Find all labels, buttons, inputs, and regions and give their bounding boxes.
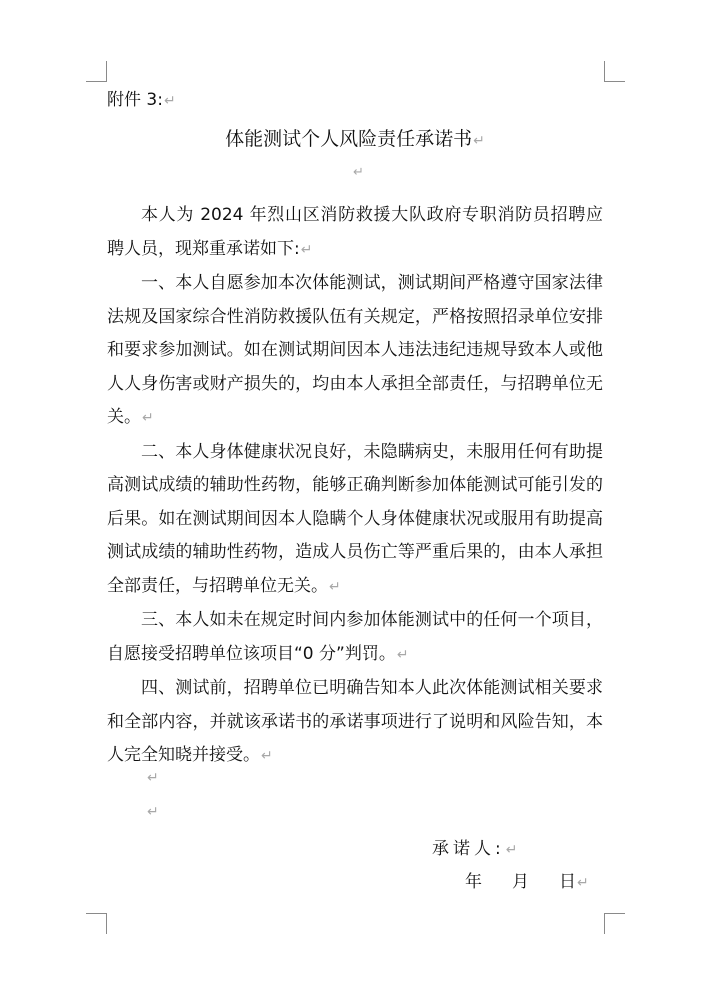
paragraph-mark: ↵ [163, 93, 176, 109]
paragraph-mark: ↵ [505, 842, 522, 858]
body-text[interactable] [107, 199, 603, 774]
margin-corner-top-right [604, 61, 625, 82]
empty-paragraph-mark: ↵ [147, 770, 159, 786]
attachment-label[interactable] [107, 88, 176, 113]
paragraph-mark: ↵ [577, 875, 589, 891]
paragraph-mark: ↵ [396, 646, 409, 663]
date-line[interactable] [465, 869, 589, 896]
paragraph-item-1[interactable]: 一、本人自愿参加本次体能测试，测试期间严格遵守国家法律法规及国家综合性消防救援队伍有关规定，严格按照招录单位安排和要求参加测试。如在测试期间因本人违法违纪违规导致本人或他人人身伤害或财产损失的，均由本人承担全部责任，与招聘单位无关。↵ [107, 273, 603, 427]
paragraph-item-2[interactable]: 二、本人身体健康状况良好，未隐瞒病史，未服用任何有助提高测试成绩的辅助性药物，能够正确判断参加体能测试可能引发的后果。如在测试期间因本人隐瞒个人身体健康状况或服用有助提高测试成绩的辅助性药物，造成人员伤亡等严重后果的，由本人承担全部责任，与招聘单位无关。↵ [107, 441, 603, 596]
signature-label[interactable] [432, 836, 521, 863]
paragraph-mark: ↵ [329, 578, 341, 595]
empty-paragraph-mark: ↵ [147, 804, 159, 820]
empty-paragraph-mark: ↵ [353, 165, 364, 180]
margin-corner-bottom-left [86, 913, 107, 934]
title-text: 体能测试个人风险责任承诺书 [225, 128, 473, 150]
paragraph-mark: ↵ [473, 133, 485, 149]
paragraph-item-3[interactable]: 三、本人如未在规定时间内参加体能测试中的任何一个项目，自愿接受招聘单位该项目“0 分”判罚。↵ [107, 610, 603, 664]
paragraph-mark: ↵ [300, 241, 313, 258]
paragraph-intro[interactable]: 本人为 2024 年烈山区消防救援大队政府专职消防员招聘应聘人员，现郑重承诺如下:↵ [107, 205, 603, 259]
date-day: 日 [559, 872, 576, 892]
paragraph-mark: ↵ [261, 748, 273, 764]
document-title[interactable] [107, 125, 603, 155]
paragraph-mark: ↵ [142, 410, 154, 426]
attachment-text: 附件 3: [107, 90, 163, 110]
date-month: 月 [512, 872, 529, 892]
date-year: 年 [465, 872, 482, 892]
margin-corner-bottom-right [604, 913, 625, 934]
signature-text: 承诺人: [432, 839, 505, 859]
margin-corner-top-left [86, 61, 107, 82]
paragraph-item-4[interactable]: 四、测试前，招聘单位已明确告知本人此次体能测试相关要求和全部内容，并就该承诺书的承诺事项进行了说明和风险告知，本人完全知晓并接受。↵ [107, 678, 603, 765]
